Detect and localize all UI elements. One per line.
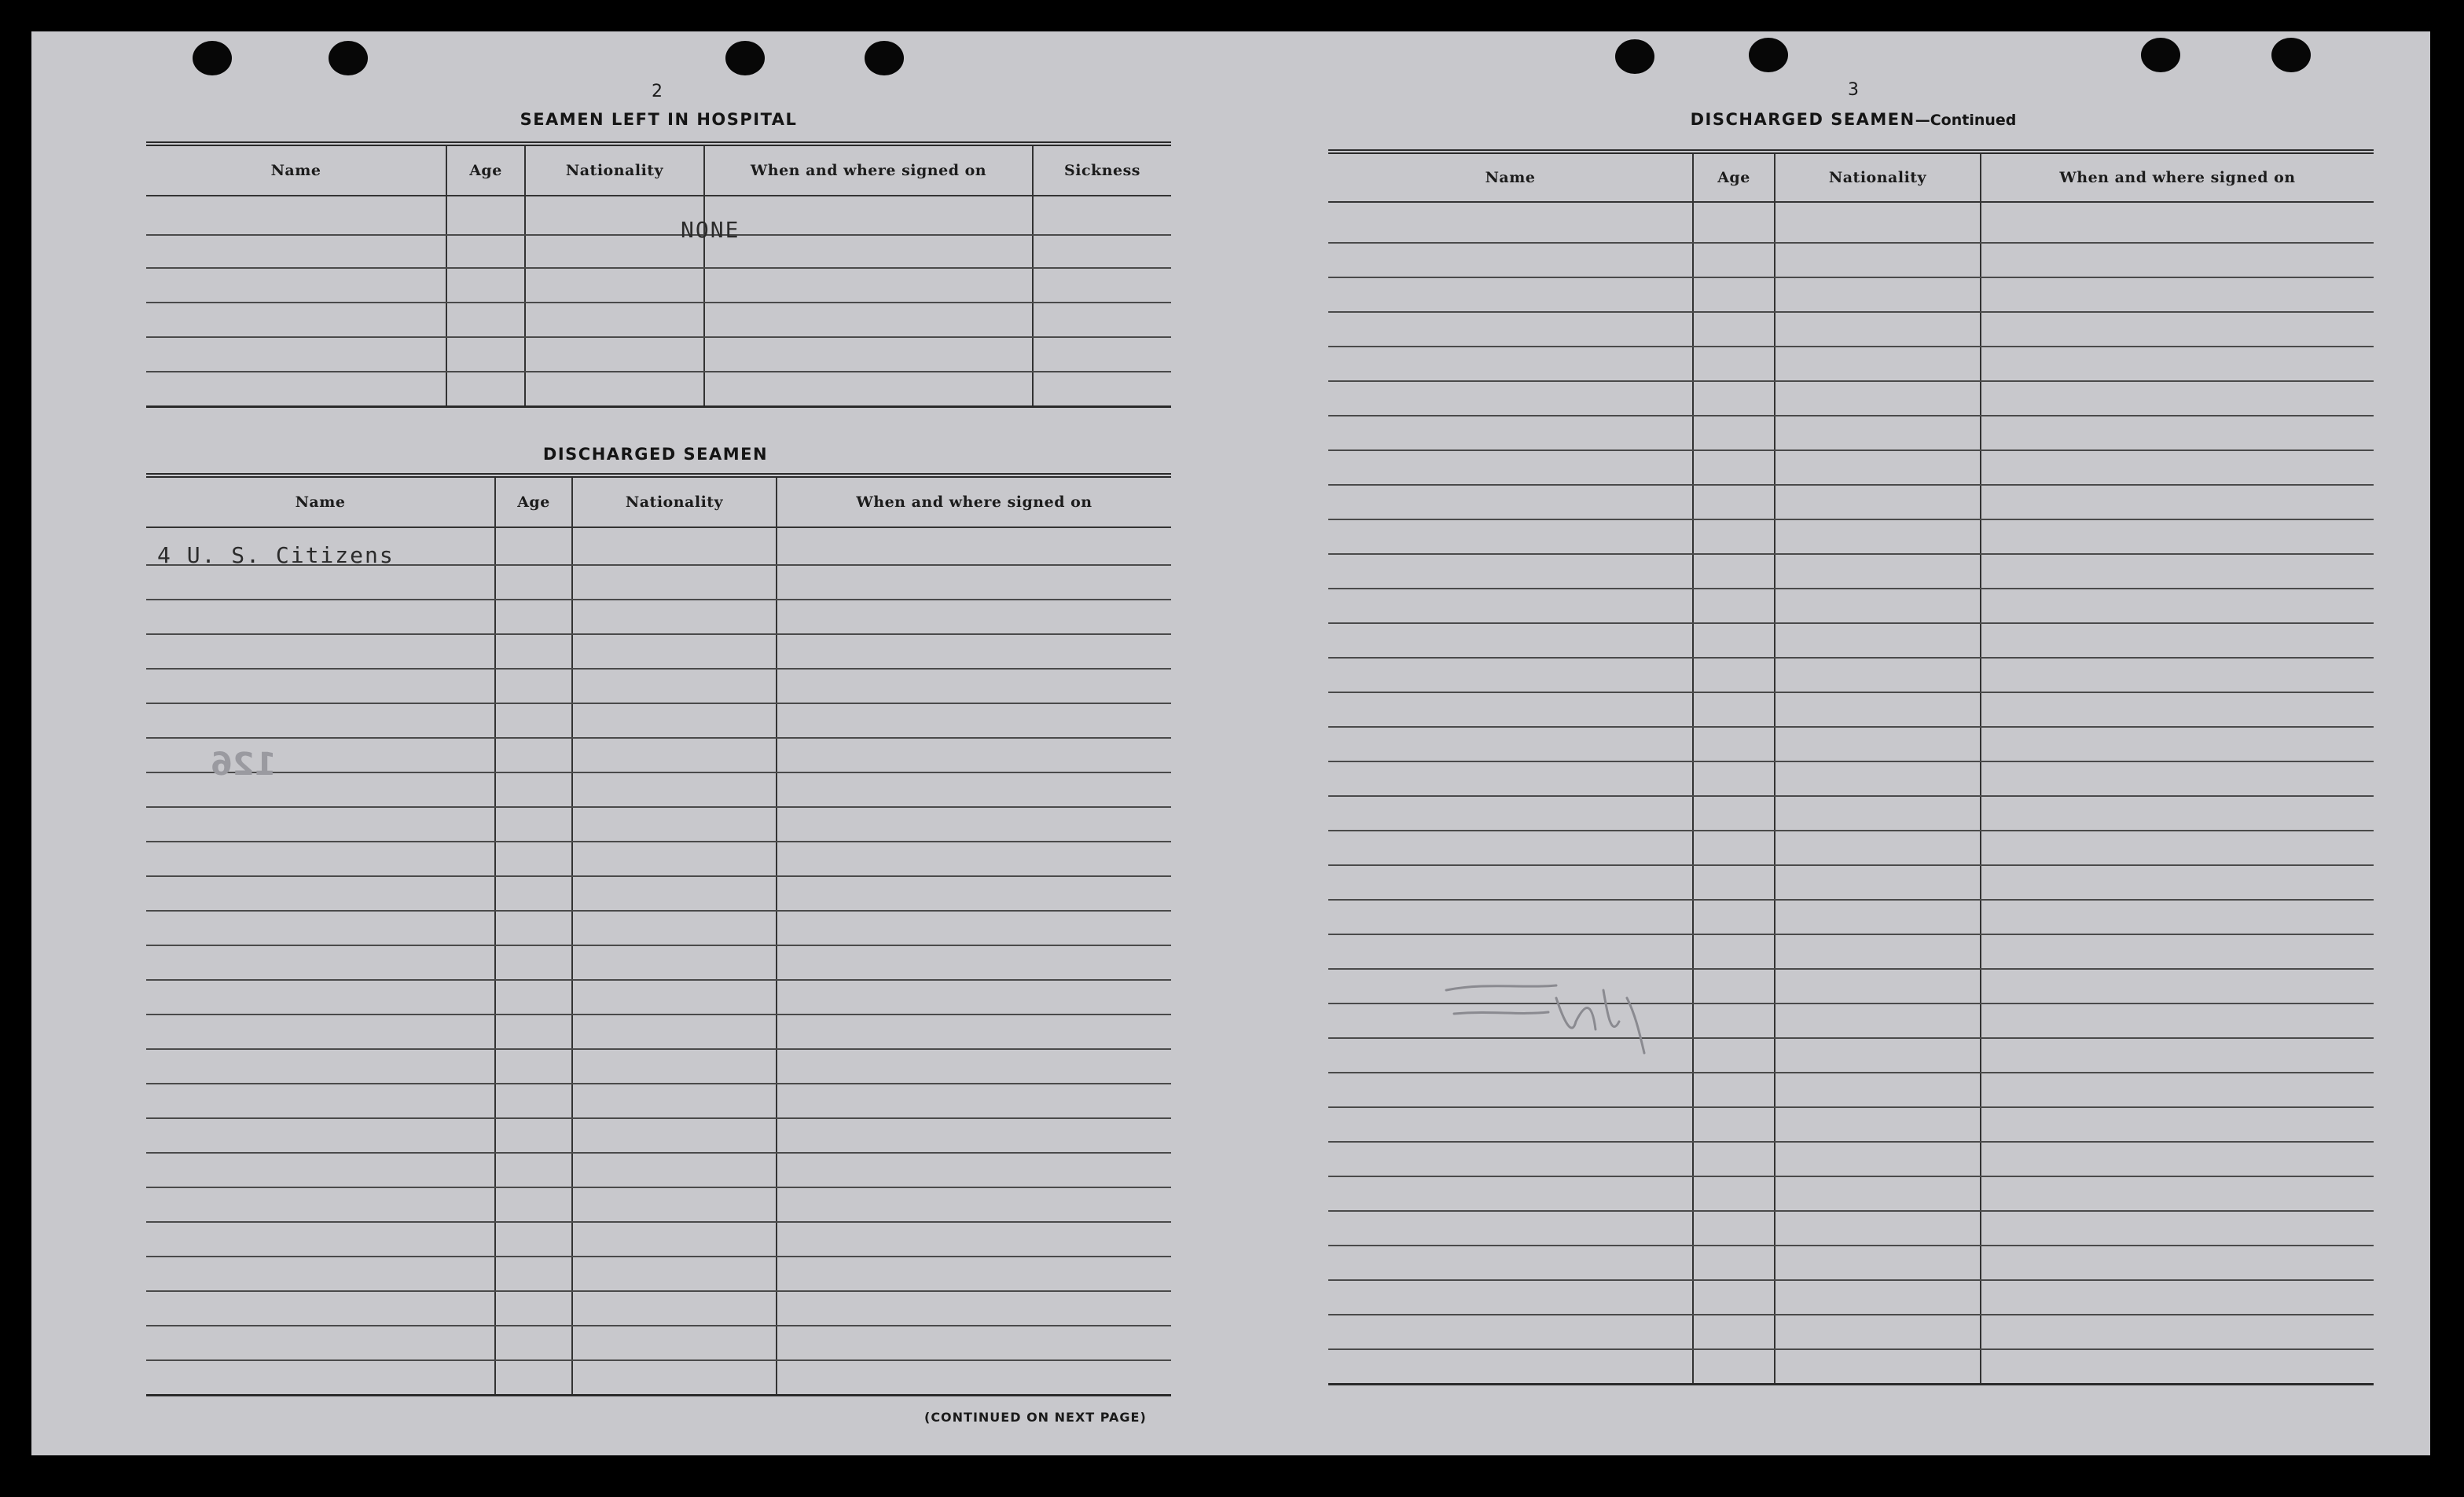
discharged-section-title: DISCHARGED SEAMEN [542,445,769,464]
table-row [146,337,1171,372]
column-header-name: Name [146,475,495,527]
table-row [1328,1315,2374,1349]
punch-hole [725,41,765,75]
table-row [146,600,1171,634]
table-row [146,1153,1171,1187]
table-row [146,1015,1171,1049]
table-row [1328,727,2374,761]
table-row [146,1257,1171,1291]
discharged-table [146,473,1171,1396]
column-header-age: Age [1693,152,1775,202]
table-row [1328,692,2374,727]
table-row [146,1360,1171,1395]
table-row [146,634,1171,669]
table-row [146,945,1171,980]
table-row [146,196,1171,235]
column-header-sickness: Sickness [1033,144,1171,196]
table-row [1328,1349,2374,1384]
table-row [1328,1142,2374,1176]
bleed-through-stamp: 126 [211,747,277,783]
punch-hole [329,41,368,75]
table-row [146,565,1171,600]
column-header-nationality: Nationality [525,144,704,196]
column-header-age: Age [495,475,572,527]
table-row [146,1222,1171,1257]
table-row [1328,277,2374,312]
right-page-number: 3 [1848,80,1859,100]
table-row [1328,1246,2374,1280]
table-row [146,372,1171,406]
table-row [1328,485,2374,519]
hospital-entry-none: NONE [681,217,740,243]
table-row [146,911,1171,945]
table-row [1328,1211,2374,1246]
table-row [1328,347,2374,381]
table-row [146,772,1171,807]
table-row [146,738,1171,772]
table-row [1328,865,2374,900]
table-row [1328,1107,2374,1142]
table-row [146,1187,1171,1222]
column-header-nationality: Nationality [572,475,777,527]
continued-footer: (CONTINUED ON NEXT PAGE) [924,1410,1147,1425]
column-header-name: Name [1328,152,1693,202]
table-row [1328,1176,2374,1211]
table-row [146,1326,1171,1360]
table-row [1328,243,2374,277]
column-header-signed-on: When and where signed on [1981,152,2374,202]
hospital-table [146,141,1171,408]
table-row [1328,554,2374,589]
table-row [146,1084,1171,1118]
hospital-section-title: SEAMEN LEFT IN HOSPITAL [520,110,798,129]
table-row [1328,416,2374,450]
table-row [146,1049,1171,1084]
table-row [1328,1073,2374,1107]
punch-hole [1615,39,1654,74]
table-row [1328,900,2374,934]
table-row [1328,312,2374,347]
table-row [146,703,1171,738]
table-row [146,235,1171,268]
table-row [1328,761,2374,796]
table-row [1328,623,2374,658]
column-header-name: Name [146,144,446,196]
column-header-signed-on: When and where signed on [777,475,1171,527]
table-row [146,876,1171,911]
table-row [1328,1280,2374,1315]
faint-signature [1438,974,1674,1069]
punch-hole [865,41,904,75]
table-row [1328,519,2374,554]
discharged-continued-title [1691,110,2017,129]
table-row [1328,589,2374,623]
punch-hole [1749,38,1788,72]
table-row [1328,381,2374,416]
punch-hole [2141,38,2180,72]
table-row [146,268,1171,303]
discharged-continued-title-suffix: —Continued [1915,112,2017,129]
table-row [1328,796,2374,831]
column-header-age: Age [446,144,525,196]
table-row [146,807,1171,842]
table-row [1328,658,2374,692]
table-row [1328,450,2374,485]
left-page-number: 2 [652,82,663,101]
table-row [146,303,1171,337]
discharged-entry-citizens: 4 U. S. Citizens [157,542,395,568]
table-row [146,842,1171,876]
discharged-continued-title-main: DISCHARGED SEAMEN [1690,110,1915,129]
punch-hole [2271,38,2311,72]
table-row [1328,831,2374,865]
table-row [146,980,1171,1015]
discharged-continued-table [1328,149,2374,1385]
punch-hole [193,41,232,75]
table-row [146,669,1171,703]
table-row [1328,202,2374,243]
table-row [146,1118,1171,1153]
column-header-nationality: Nationality [1775,152,1981,202]
table-row [146,1291,1171,1326]
column-header-signed-on: When and where signed on [704,144,1033,196]
table-row [1328,934,2374,969]
